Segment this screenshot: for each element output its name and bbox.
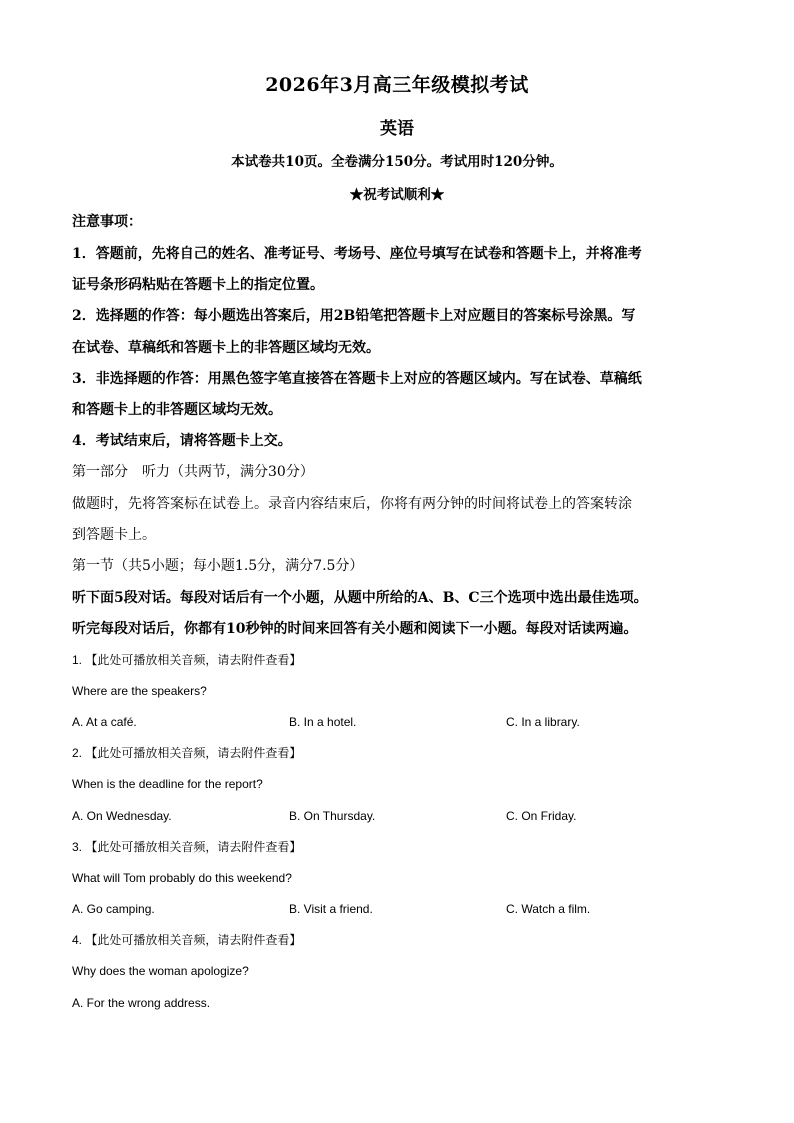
note-2-line-1: 2．选择题的作答：每小题选出答案后，用2B铅笔把答题卡上对应题目的答案标号涂黑。写 [72,308,636,324]
exam-title: 2026年3月高三年级模拟考试 [265,74,529,96]
part-1-intro-line-1: 做题时，先将答案标在试卷上。录音内容结束后，你将有两分钟的时间将试卷上的答案转涂 [72,496,632,512]
question-number: 3. [72,840,83,854]
question-2-option-b: B. On Thursday. [289,809,376,823]
question-3-stem: What will Tom probably do this weekend? [72,871,292,885]
question-4-option-a: A. For the wrong address. [72,996,211,1010]
notes-heading: 注意事项： [72,214,142,230]
part-1-intro-line-2: 到答题卡上。 [72,527,156,543]
question-4-stem: Why does the woman apologize? [72,964,249,978]
question-3-option-a: A. Go camping. [72,902,155,916]
question-1-option-a: A. At a café. [72,715,137,729]
question-3-audio[interactable] [72,839,301,855]
question-1-stem: Where are the speakers? [72,684,207,698]
section-1-instruction-line-1: 听下面5段对话。每段对话后有一个小题，从题中所给的A、B、C三个选项中选出最佳选项。 [72,590,648,606]
audio-placeholder: 【此处可播放相关音频，请去附件查看】 [85,933,302,947]
section-1-instruction-line-2: 听完每段对话后，你都有10秒钟的时间来回答有关小题和阅读下一小题。每段对话读两遍。 [72,621,638,637]
question-2-audio[interactable] [72,745,301,761]
question-1-option-c: C. In a library. [506,715,580,729]
audio-placeholder: 【此处可播放相关音频，请去附件查看】 [85,653,302,667]
note-2-line-2: 在试卷、草稿纸和答题卡上的非答题区域均无效。 [72,340,380,356]
question-1-option-b: B. In a hotel. [289,715,357,729]
subject-title: 英语 [380,119,414,139]
question-3-option-c: C. Watch a film. [506,902,591,916]
question-4-audio[interactable] [72,932,301,948]
audio-placeholder: 【此处可播放相关音频，请去附件查看】 [85,746,302,760]
note-4: 4．考试结束后，请将答题卡上交。 [72,433,292,449]
question-number: 2. [72,746,83,760]
question-number: 1. [72,653,83,667]
question-number: 4. [72,933,83,947]
question-3-option-b: B. Visit a friend. [289,902,373,916]
question-1-audio[interactable] [72,652,301,668]
question-2-stem: When is the deadline for the report? [72,777,263,791]
note-3-line-2: 和答题卡上的非答题区域均无效。 [72,402,282,418]
exam-info: 本试卷共10页。全卷满分150分。考试用时120分钟。 [231,154,563,170]
section-1-heading: 第一节（共5小题；每小题1.5分，满分7.5分） [72,558,364,574]
note-1-line-2: 证号条形码粘贴在答题卡上的指定位置。 [72,277,324,293]
good-luck-line: ★祝考试顺利★ [349,187,445,203]
question-2-option-c: C. On Friday. [506,809,577,823]
audio-placeholder: 【此处可播放相关音频，请去附件查看】 [85,840,302,854]
question-2-option-a: A. On Wednesday. [72,809,172,823]
part-1-heading: 第一部分 听力（共两节，满分30分） [72,464,314,480]
note-3-line-1: 3．非选择题的作答：用黑色签字笔直接答在答题卡上对应的答题区域内。写在试卷、草稿纸 [72,371,642,387]
note-1-line-1: 1．答题前，先将自己的姓名、准考证号、考场号、座位号填写在试卷和答题卡上，并将准考 [72,246,642,262]
